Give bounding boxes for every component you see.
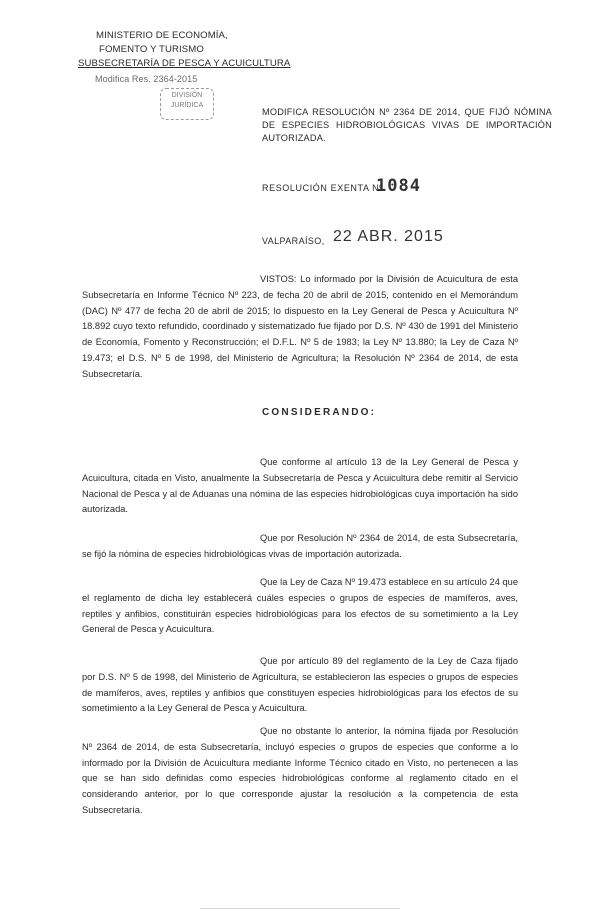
stamp-line2: JURÍDICA — [170, 102, 204, 109]
place-label: VALPARAÍSO, — [262, 236, 325, 246]
considerando-text-3: Que la Ley de Caza Nº 19.473 establece en su artículo 24 que el reglamento de dicha ley establecerá cuáles especies o grupos de especies de mamíferos, aves, reptiles y anfibios, constituirán especies hidrobiológicas para los efectos de su sometimiento a la Ley General de Pesca y Acuicultura. — [82, 577, 518, 635]
considerando-paragraph-4 — [82, 654, 518, 717]
resolution-label: RESOLUCIÓN EXENTA Nº — [262, 183, 384, 193]
stamp-line1: DIVISIÓN — [171, 92, 203, 99]
considerando-paragraph-3 — [82, 575, 518, 638]
considerando-text-5: Que no obstante lo anterior, la nómina fijada por Resolución Nº 2364 de 2014, de esta Subsecretaría, incluyó especies o grupos de especies que conforme a lo informado por la División de Acuicultura mediante Informe Técnico citado en Visto, no pertenecen a las que se han sido definidas como especies hidrobiológicas conforme al reglamento citado en el considerando anterior, por lo que corresponde ajustar la resolución a la competencia de esta Subsecretaría. — [82, 726, 518, 815]
considerando-text-4: Que por artículo 89 del reglamento de la Ley de Caza fijado por D.S. Nº 5 de 1998, del Ministerio de Agricultura, se establecieron las especies o grupos de especies de mamíferos, aves, reptiles y anfibios que constituyen especies hidrobiológicas para los efectos de su sometimiento a la Ley General de Pesca y Acuicultura. — [82, 656, 518, 714]
division-stamp — [160, 88, 214, 120]
considerando-text-1: Que conforme al artículo 13 de la Ley General de Pesca y Acuicultura, citada en Visto, anualmente la Subsecretaría de Pesca y Acuicultura debe remitir al Servicio Nacional de Pesca y al de Aduanas una nómina de las especies hidrobiológicas cuya importación ha sido autorizada. — [82, 457, 518, 515]
considerando-text-2: Que por Resolución Nº 2364 de 2014, de esta Subsecretaría, se fijó la nómina de especies hidrobiológicas vivas de importación autorizada. — [82, 533, 518, 559]
file-reference: Modifica Res. 2364-2015 — [95, 74, 198, 84]
vistos-text: VISTOS: Lo informado por la División de Acuicultura de esta Subsecretaría en Informe Técnico Nº 223, de fecha 20 de abril de 2015, contenido en el Memorándum (DAC) Nº 477 de fecha 20 de abril de 2015; lo dispuesto en la Ley General de Pesca y Acuicultura Nº 18.892 cuyo texto refundido, coordinado y sistematizado fue fijado por D.S. Nº 430 de 1991 del Ministerio de Economía, Fomento y Reconstrucción; el D.F.L. Nº 5 de 1983; la Ley Nº 13.880; la Ley de Caza Nº 19.473; el D.S. Nº 5 de 1998, del Ministerio de Agricultura; la Resolución Nº 2364 de 2014, de esta Subsecretaría. — [82, 274, 518, 379]
resolution-number: 1084 — [376, 176, 421, 196]
ministry-name-line1: MINISTERIO DE ECONOMÍA, — [96, 30, 228, 41]
considerando-heading: CONSIDERANDO: — [262, 407, 377, 418]
subsecretaria-name: SUBSECRETARÍA DE PESCA Y ACUICULTURA — [78, 58, 291, 69]
considerando-paragraph-2 — [82, 531, 518, 563]
resolution-subject: MODIFICA RESOLUCIÓN Nº 2364 DE 2014, QUE FIJÓ NÓMINA DE ESPECIES HIDROBIOLÓGICAS VIVAS DE IMPORTACIÓN AUTORIZADA. — [262, 107, 552, 144]
resolution-date: 22 ABR. 2015 — [333, 228, 444, 245]
considerando-paragraph-5 — [82, 724, 518, 819]
considerando-paragraph-1 — [82, 455, 518, 518]
ministry-name-line2: FOMENTO Y TURISMO — [99, 44, 204, 55]
vistos-paragraph — [82, 272, 518, 383]
page-footer-rule — [200, 908, 400, 909]
